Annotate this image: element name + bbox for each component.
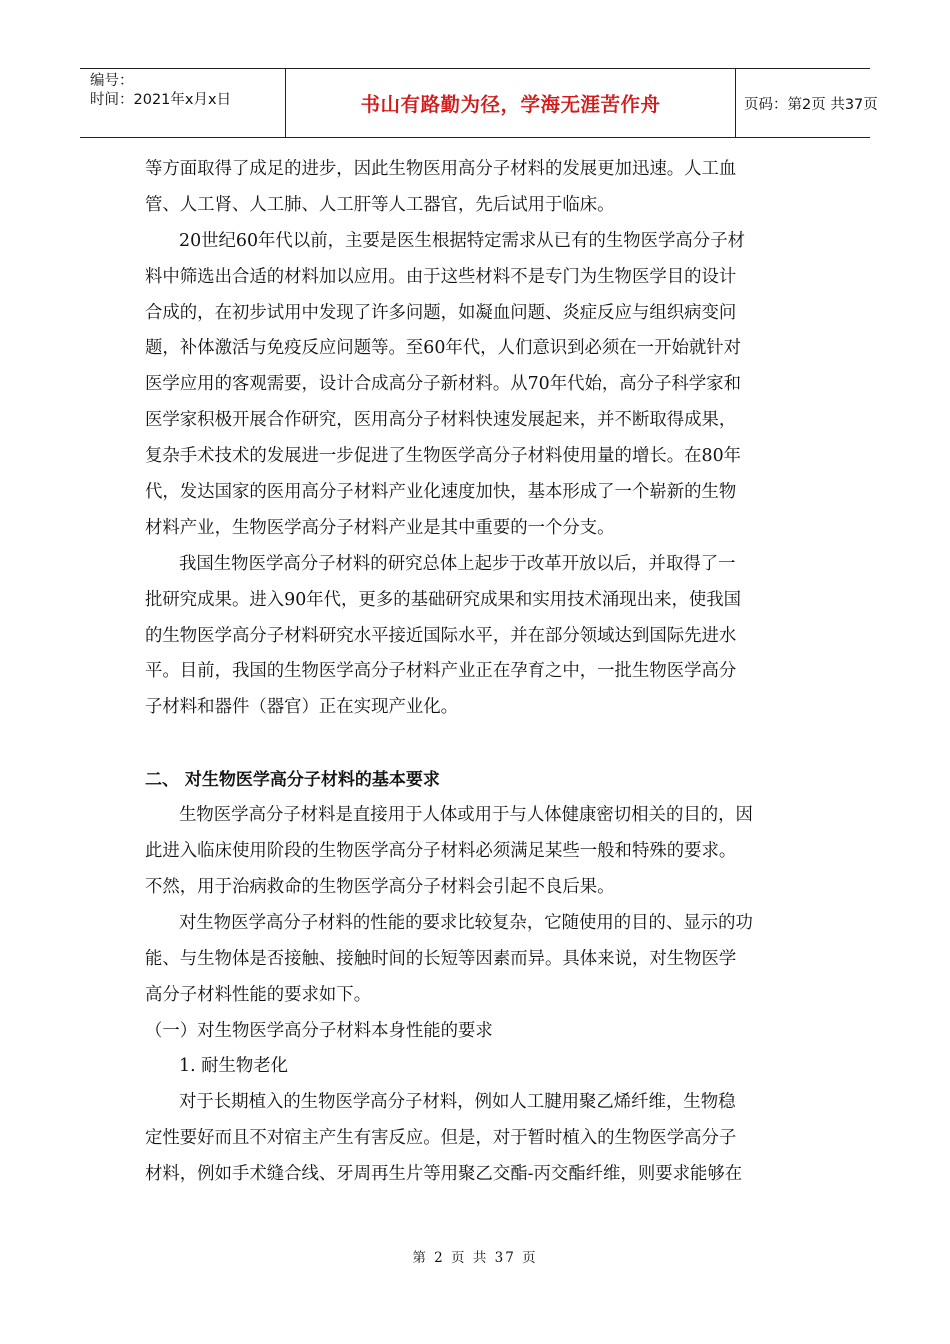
item-heading: 1. 耐生物老化 bbox=[179, 1056, 289, 1077]
paragraph bbox=[145, 798, 805, 906]
text-line: 材料，例如手术缝合线、牙周再生片等用聚乙交酯-丙交酯纤维，则要求能够在 bbox=[145, 1164, 743, 1185]
paragraph bbox=[145, 224, 805, 547]
text-line: 此进入临床使用阶段的生物医学高分子材料必须满足某些一般和特殊的要求。 bbox=[145, 841, 737, 862]
header-slogan-cell bbox=[285, 69, 736, 137]
text-line: 对生物医学高分子材料的性能的要求比较复杂，它随使用的目的、显示的功 bbox=[179, 912, 753, 933]
text-line: 材料产业，生物医学高分子材料产业是其中重要的一个分支。 bbox=[145, 517, 615, 538]
text-line: 不然，用于治病救命的生物医学高分子材料会引起不良后果。 bbox=[145, 877, 615, 898]
header-slogan: 书山有路勤为径，学海无涯苦作舟 bbox=[360, 93, 661, 116]
text-line: 批研究成果。进入90年代，更多的基础研究成果和实用技术涌现出来，使我国 bbox=[145, 589, 742, 610]
header-page-info: 页码：第2页 共37页 bbox=[744, 96, 878, 113]
document-body bbox=[145, 152, 805, 1193]
text-line: 20世纪60年代以前，主要是医生根据特定需求从已有的生物医学高分子材 bbox=[179, 230, 745, 251]
document-date-label: 时间：2021年x月x日 bbox=[90, 92, 232, 108]
page-footer: 第 2 页 共 37 页 bbox=[412, 1250, 538, 1266]
spacer bbox=[145, 726, 805, 762]
header-page-cell bbox=[735, 69, 878, 137]
text-line: 医学家积极开展合作研究，医用高分子材料快速发展起来，并不断取得成果， bbox=[145, 410, 737, 431]
text-line: 能、与生物体是否接触、接触时间的长短等因素而异。具体来说，对生物医学 bbox=[145, 948, 737, 969]
paragraph bbox=[145, 906, 805, 1014]
text-line: 料中筛选出合适的材料加以应用。由于这些材料不是专门为生物医学目的设计 bbox=[145, 266, 737, 287]
paragraph bbox=[145, 1085, 805, 1193]
paragraph bbox=[145, 152, 805, 224]
text-line: 子材料和器件（器官）正在实现产业化。 bbox=[145, 697, 459, 718]
text-line: 对于长期植入的生物医学高分子材料，例如人工腱用聚乙烯纤维，生物稳 bbox=[179, 1092, 736, 1113]
text-line: 合成的，在初步试用中发现了许多问题，如凝血问题、炎症反应与组织病变问 bbox=[145, 302, 737, 323]
text-line: 医学应用的客观需要，设计合成高分子新材料。从70年代始，高分子科学家和 bbox=[145, 374, 742, 395]
text-line: 平。目前，我国的生物医学高分子材料产业正在孕育之中，一批生物医学高分 bbox=[145, 661, 737, 682]
text-line: 管、人工肾、人工肺、人工肝等人工器官，先后试用于临床。 bbox=[145, 194, 615, 215]
paragraph bbox=[145, 547, 805, 726]
section-heading: 二、 对生物医学高分子材料的基本要求 bbox=[145, 770, 440, 791]
text-line: 等方面取得了成足的进步，因此生物医用高分子材料的发展更加迅速。人工血 bbox=[145, 159, 737, 179]
header-meta-cell bbox=[80, 69, 285, 137]
text-line: 生物医学高分子材料是直接用于人体或用于与人体健康密切相关的目的，因 bbox=[179, 805, 753, 826]
page-header bbox=[80, 68, 878, 138]
text-line: 复杂手术技术的发展进一步促进了生物医学高分子材料使用量的增长。在80年 bbox=[145, 446, 742, 467]
text-line: 题，补体激活与免疫反应问题等。至60年代，人们意识到必须在一开始就针对 bbox=[145, 338, 742, 359]
text-line: 代，发达国家的医用高分子材料产业化速度加快，基本形成了一个崭新的生物 bbox=[145, 482, 737, 503]
document-code-label: 编号： bbox=[90, 73, 134, 89]
text-line: 我国生物医学高分子材料的研究总体上起步于改革开放以后，并取得了一 bbox=[179, 553, 736, 574]
text-line: 高分子材料性能的要求如下。 bbox=[145, 984, 372, 1005]
text-line: 定性要好而且不对宿主产生有害反应。但是，对于暂时植入的生物医学高分子 bbox=[145, 1128, 737, 1149]
subsection-heading: （一）对生物医学高分子材料本身性能的要求 bbox=[145, 1020, 493, 1041]
text-line: 的生物医学高分子材料研究水平接近国际水平，并在部分领域达到国际先进水 bbox=[145, 625, 737, 646]
